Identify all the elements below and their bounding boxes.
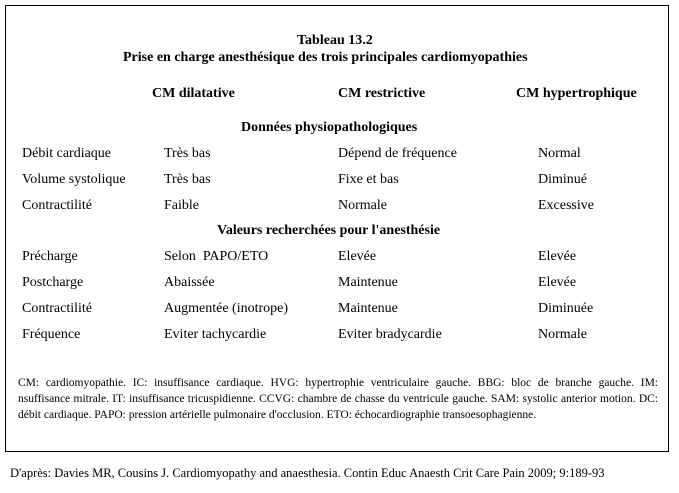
column-header-dilatative: CM dilatative bbox=[152, 86, 235, 101]
cell-dilatative: Faible bbox=[164, 198, 199, 213]
cell-dilatative: Très bas bbox=[164, 146, 211, 161]
row-label: Débit cardiaque bbox=[22, 146, 112, 161]
cell-hypertrophique: Diminué bbox=[538, 172, 587, 187]
row-label: Précharge bbox=[22, 249, 78, 264]
row-label: Volume systolique bbox=[22, 172, 126, 187]
cell-hypertrophique: Elevée bbox=[538, 275, 577, 290]
cell-restrictive: Eviter bradycardie bbox=[338, 327, 442, 342]
row-label: Contractilité bbox=[22, 301, 92, 316]
column-header-hypertrophique: CM hypertrophique bbox=[516, 86, 637, 101]
cell-restrictive: Fixe et bas bbox=[338, 172, 399, 187]
cell-hypertrophique: Excessive bbox=[538, 198, 594, 213]
section-title-physiopathologiques: Données physiopathologiques bbox=[241, 120, 418, 135]
table-number: Tableau 13.2 bbox=[297, 33, 373, 48]
cell-hypertrophique: Elevée bbox=[538, 249, 577, 264]
section-title-anesthesie: Valeurs recherchées pour l'anesthésie bbox=[217, 223, 441, 238]
cell-dilatative: Abaissée bbox=[164, 275, 215, 290]
column-header-restrictive: CM restrictive bbox=[338, 86, 426, 101]
cell-dilatative: Eviter tachycardie bbox=[164, 327, 267, 342]
cell-restrictive: Maintenue bbox=[338, 301, 398, 316]
cell-hypertrophique: Diminuée bbox=[538, 301, 594, 316]
cell-restrictive: Elevée bbox=[338, 249, 377, 264]
cell-hypertrophique: Normal bbox=[538, 146, 581, 161]
row-label: Fréquence bbox=[22, 327, 81, 342]
cell-restrictive: Maintenue bbox=[338, 275, 398, 290]
table-caption: Prise en charge anesthésique des trois principales cardiomyopathies bbox=[123, 50, 528, 65]
cell-restrictive: Normale bbox=[338, 198, 387, 213]
abbreviations-footnote: CM: cardiomyopathie. IC: insuffisance cardiaque. HVG: hypertrophie ventriculaire gauche. BBG: bloc de branche gauche. IM: nsuffisance mitrale. IT: insuffisance tricuspidienne. CCVG: chambre de chasse du ventricule gauche. SAM: systolic anterior motion. DC: débit cardiaque. PAPO: pression artérielle pulmonaire d'occlusion. ETO: échocardiographie transoesophagienne. bbox=[18, 377, 658, 421]
row-label: Contractilité bbox=[22, 198, 92, 213]
cell-dilatative: Selon PAPO/ETO bbox=[164, 249, 269, 264]
source-citation: D'après: Davies MR, Cousins J. Cardiomyopathy and anaesthesia. Contin Educ Anaesth Crit Care Pain 2009; 9:189-93 bbox=[10, 466, 605, 480]
row-label: Postcharge bbox=[22, 275, 84, 290]
cell-dilatative: Augmentée (inotrope) bbox=[164, 301, 289, 316]
cell-hypertrophique: Normale bbox=[538, 327, 587, 342]
cell-dilatative: Très bas bbox=[164, 172, 211, 187]
cell-restrictive: Dépend de fréquence bbox=[338, 146, 457, 161]
